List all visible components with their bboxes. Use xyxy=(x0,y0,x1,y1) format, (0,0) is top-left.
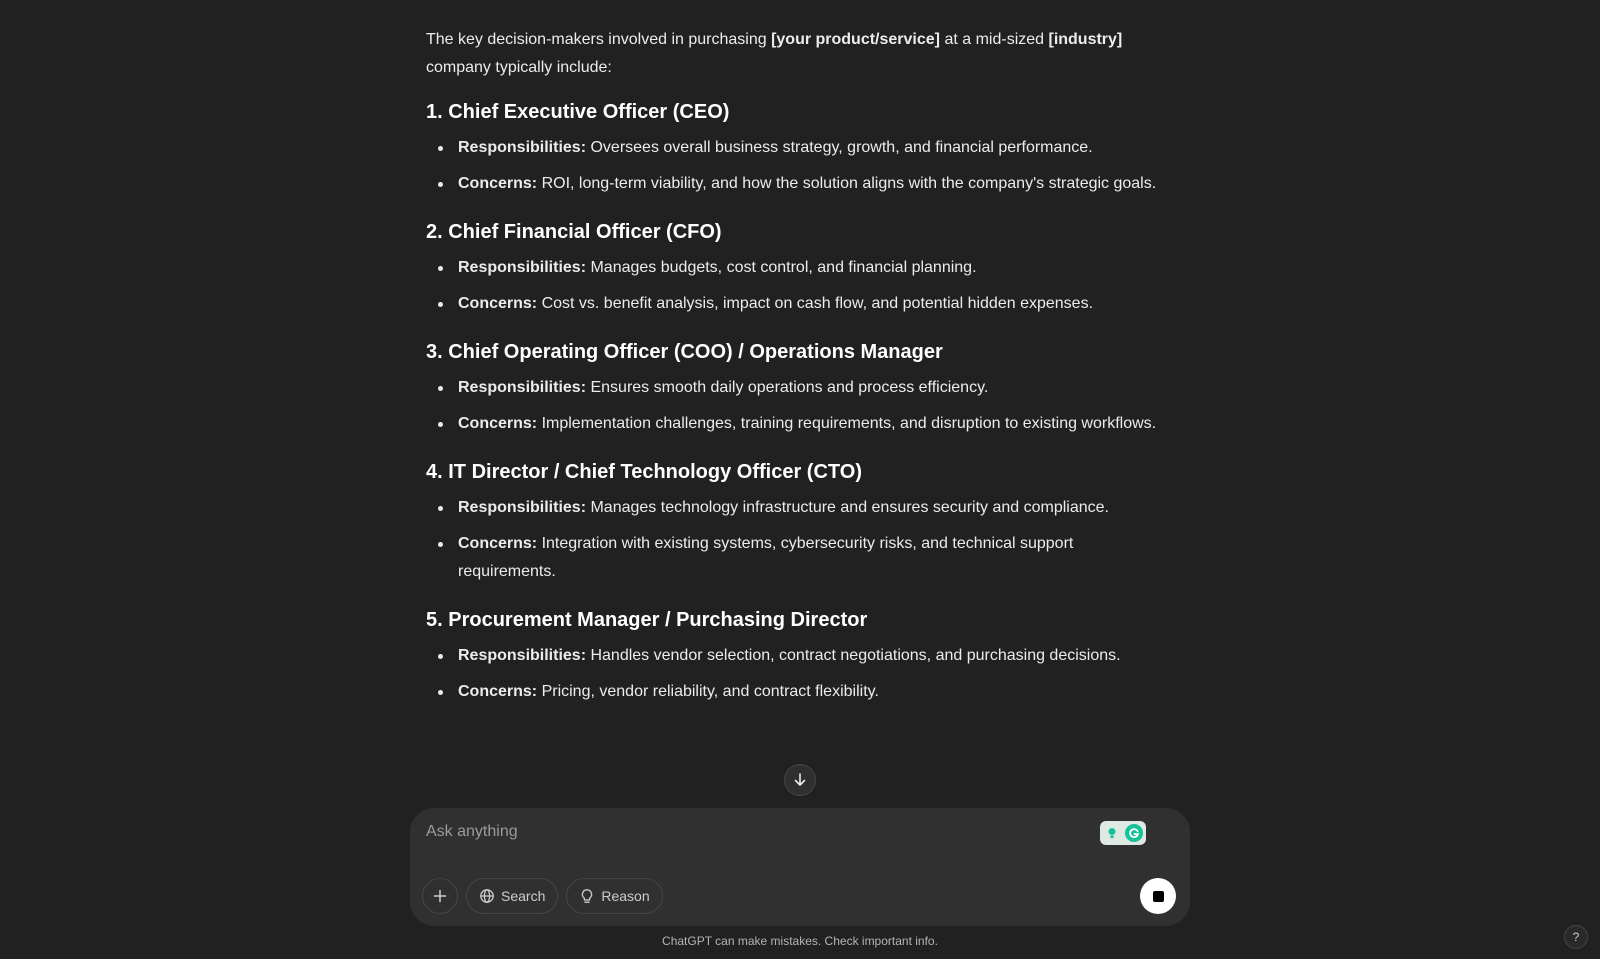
item-label: Responsibilities: xyxy=(458,259,587,276)
intro-text-3: company typically include: xyxy=(426,59,612,76)
reason-label: Reason xyxy=(601,888,650,904)
section-cfo xyxy=(426,218,1161,318)
bullet-list xyxy=(426,254,1161,318)
arrow-down-icon xyxy=(792,772,808,788)
lightbulb-icon xyxy=(1103,824,1121,842)
grammarly-widget[interactable] xyxy=(1100,821,1146,845)
plus-icon xyxy=(432,888,448,904)
disclaimer-text: ChatGPT can make mistakes. Check important info. xyxy=(662,934,938,948)
item-label: Responsibilities: xyxy=(458,139,587,156)
section-heading: 4. IT Director / Chief Technology Officer (CTO) xyxy=(426,461,862,483)
globe-icon xyxy=(479,888,495,904)
search-button[interactable] xyxy=(466,878,558,914)
bullet-list xyxy=(426,642,1161,706)
scroll-to-bottom-button[interactable] xyxy=(784,764,816,796)
list-item xyxy=(426,410,1161,438)
section-heading: 3. Chief Operating Officer (COO) / Operations Manager xyxy=(426,341,943,363)
item-text: Handles vendor selection, contract negotiations, and purchasing decisions. xyxy=(586,647,1121,664)
list-item xyxy=(426,678,1161,706)
list-item xyxy=(426,530,1161,586)
item-label: Concerns: xyxy=(458,535,538,552)
list-item xyxy=(426,290,1161,318)
item-label: Concerns: xyxy=(458,295,538,312)
item-label: Concerns: xyxy=(458,175,538,192)
item-label: Concerns: xyxy=(458,683,538,700)
item-text: Integration with existing systems, cybersecurity risks, and technical support requirements. xyxy=(458,535,1074,580)
intro-bold-product: [your product/service] xyxy=(771,31,940,48)
section-heading: 1. Chief Executive Officer (CEO) xyxy=(426,101,730,123)
section-cto xyxy=(426,458,1161,586)
lightbulb-icon xyxy=(579,888,595,904)
item-text: Ensures smooth daily operations and process efficiency. xyxy=(586,379,989,396)
item-text: Manages technology infrastructure and ensures security and compliance. xyxy=(586,499,1109,516)
intro-bold-industry: [industry] xyxy=(1048,31,1123,48)
item-label: Responsibilities: xyxy=(458,499,587,516)
list-item xyxy=(426,642,1161,670)
help-button[interactable]: ? xyxy=(1564,925,1588,949)
attach-button[interactable] xyxy=(422,878,458,914)
list-item xyxy=(426,494,1161,522)
bullet-list xyxy=(426,134,1161,198)
section-heading: 2. Chief Financial Officer (CFO) xyxy=(426,221,722,243)
item-text: Oversees overall business strategy, growth, and financial performance. xyxy=(586,139,1093,156)
item-text: Manages budgets, cost control, and financial planning. xyxy=(586,259,977,276)
item-label: Responsibilities: xyxy=(458,379,587,396)
search-label: Search xyxy=(501,888,546,904)
composer xyxy=(410,808,1190,926)
item-text: Cost vs. benefit analysis, impact on cash flow, and potential hidden expenses. xyxy=(537,295,1094,312)
list-item xyxy=(426,134,1161,162)
list-item xyxy=(426,374,1161,402)
section-procurement xyxy=(426,606,1161,706)
section-ceo xyxy=(426,98,1161,198)
item-label: Responsibilities: xyxy=(458,647,587,664)
composer-tools xyxy=(422,878,663,914)
item-text: ROI, long-term viability, and how the solution aligns with the company's strategic goals. xyxy=(537,175,1157,192)
intro-text-2: at a mid-sized xyxy=(940,31,1049,48)
item-text: Implementation challenges, training requirements, and disruption to existing workflows. xyxy=(537,415,1157,432)
item-label: Concerns: xyxy=(458,415,538,432)
bullet-list xyxy=(426,494,1161,586)
grammarly-icon xyxy=(1125,824,1143,842)
section-coo xyxy=(426,338,1161,438)
list-item xyxy=(426,254,1161,282)
list-item xyxy=(426,170,1161,198)
intro-text-1: The key decision-makers involved in purchasing xyxy=(426,31,772,48)
item-text: Pricing, vendor reliability, and contract flexibility. xyxy=(537,683,879,700)
stop-icon xyxy=(1153,891,1164,902)
bullet-list xyxy=(426,374,1161,438)
intro-paragraph xyxy=(426,26,1161,82)
reason-button[interactable] xyxy=(566,878,662,914)
prompt-input[interactable] xyxy=(426,818,1066,846)
assistant-message xyxy=(426,26,1161,726)
stop-generating-button[interactable] xyxy=(1140,878,1176,914)
section-heading: 5. Procurement Manager / Purchasing Director xyxy=(426,609,868,631)
